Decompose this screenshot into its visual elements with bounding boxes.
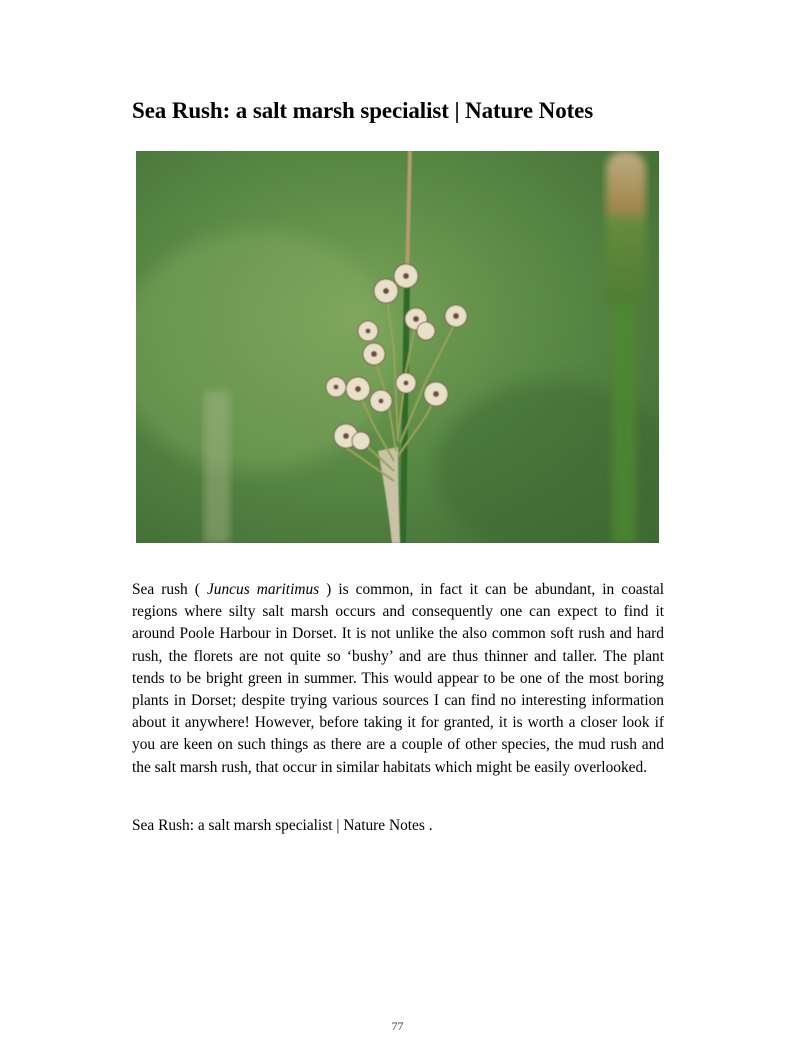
paragraph-rest: ) is common, in fact it can be abundant, in coastal regions where silty salt marsh occurs and consequently one can expect to find it around Poole Harbour in Dorset. It is not unlike the also common soft rush and hard rush, the florets are not quite so ‘bushy’ and are thus thinner and taller. The plant tends to be bright green in summer. This would appear to be one of the most boring plants in Dorset; despite trying various sources I can find no interesting information about it anywhere! However, before taking it for granted, it is worth a closer look if you are keen on such things as there are a couple of other species, the mud rush and the salt marsh rush, that occur in similar habitats which might be easily overlooked. xyxy=(132,581,665,776)
page-title: Sea Rush: a salt marsh specialist | Nature Notes xyxy=(132,98,594,123)
source-line: Sea Rush: a salt marsh specialist | Nature Notes . xyxy=(132,817,433,834)
species-name: Juncus maritimus xyxy=(206,581,320,598)
paragraph-lead: Sea rush ( xyxy=(132,581,207,598)
body-paragraph xyxy=(132,579,664,779)
page-number: 77 xyxy=(391,1019,404,1033)
sea-rush-photo xyxy=(136,151,659,543)
